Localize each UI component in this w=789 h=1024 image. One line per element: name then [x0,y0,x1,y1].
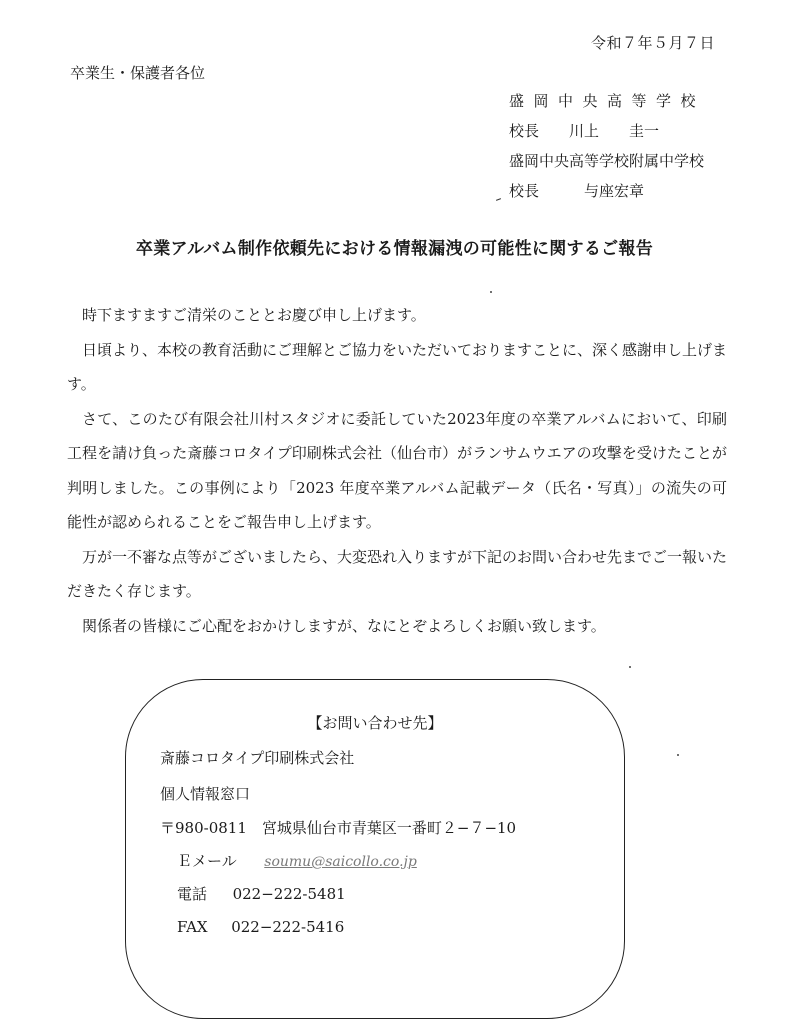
fax-label: FAX [177,918,208,936]
contact-fax-row [177,918,344,936]
addressee: 卒業生・保護者各位 [70,64,206,82]
contact-department: 個人情報窓口 [160,785,251,803]
sender-principal-1: 校長 川上 圭一 [509,122,660,140]
sender-school-1: 盛岡中央高等学校 [509,92,706,110]
stray-pen-mark [496,198,501,201]
contact-address: 〒980-0811 宮城県仙台市青葉区一番町２−７−10 [160,819,517,837]
phone-label: 電話 [177,885,208,903]
contact-heading: 【お問い合わせ先】 [307,714,443,732]
sender-block [509,86,705,206]
sender-principal-2: 校長 与座宏章 [509,182,645,200]
email-label: Ｅメール [177,852,237,870]
phone-value: 022−222-5481 [232,885,346,903]
contact-company: 斎藤コロタイプ印刷株式会社 [160,749,355,767]
body-paragraph: 時下ますますご清栄のこととお慶び申し上げます。 [82,306,426,324]
fax-value: 022−222-5416 [231,918,345,936]
scan-speck [677,754,679,756]
sender-school-2: 盛岡中央高等学校附属中学校 [509,152,705,170]
document-title: 卒業アルバム制作依頼先における情報漏洩の可能性に関するご報告 [135,239,654,259]
contact-email-row [177,850,417,871]
body-paragraph: 万が一不審な点等がございましたら、大変恐れ入りますが下記のお問い合わせ先までご一報いただきたく存じます。 [67,547,728,600]
body-text [67,298,727,643]
scan-speck [629,666,631,668]
body-paragraph: さて、このたび有限会社川村スタジオに委託していた2023年度の卒業アルバムにおいて、印刷工程を請け負った斎藤コロタイプ印刷株式会社（仙台市）がランサムウエアの攻撃を受けたことが判明しました。この事例により「2023 年度卒業アルバム記載データ（氏名・写真）」の流失の可能性が認められることをご報告申し上げます。 [67,409,727,531]
body-paragraph: 日頃より、本校の教育活動にご理解とご協力をいただいておりますことに、深く感謝申し上げます。 [67,340,728,393]
issue-date: 令和７年５月７日 [590,34,715,52]
body-paragraph: 関係者の皆様にご心配をおかけしますが、なにとぞよろしくお願い致します。 [82,616,606,635]
scan-speck [490,291,492,293]
email-link[interactable]: soumu@saicollo.co.jp [264,854,417,870]
contact-phone-row [177,883,346,904]
